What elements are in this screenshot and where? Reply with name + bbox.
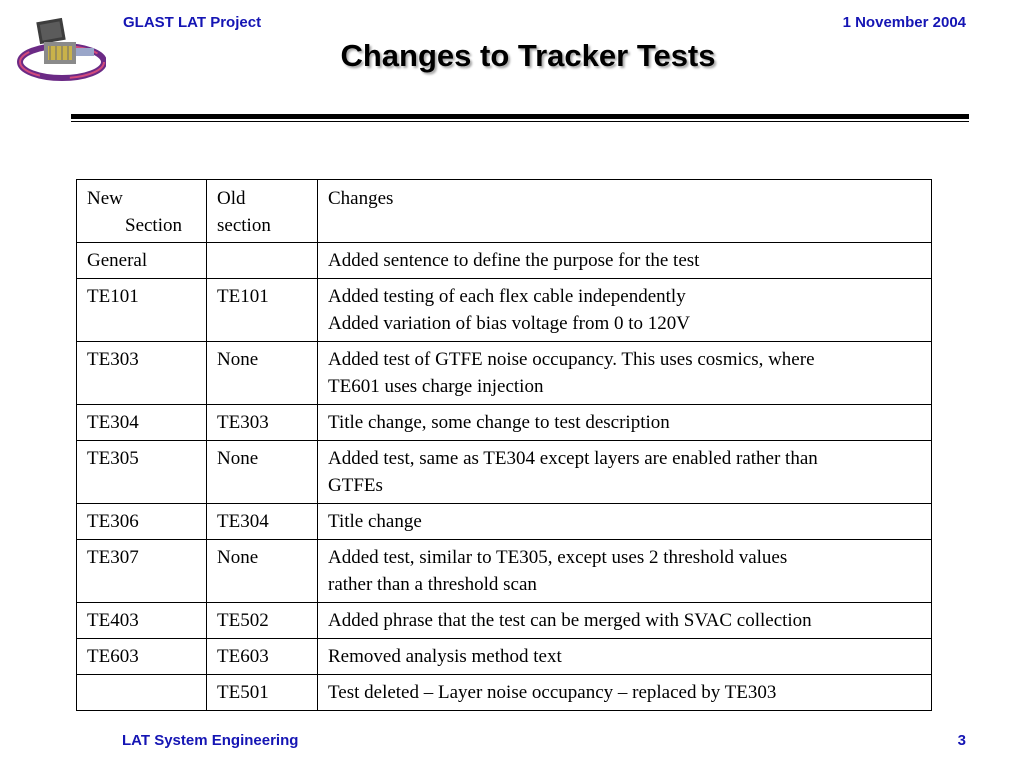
header-new-section xyxy=(77,180,207,243)
table-row xyxy=(77,504,932,540)
cell-new-section xyxy=(77,675,207,711)
cell-new-section: TE304 xyxy=(77,405,207,441)
table-row xyxy=(77,243,932,279)
table-row xyxy=(77,405,932,441)
cell-new-section: TE305 xyxy=(77,441,207,504)
cell-new-section: TE306 xyxy=(77,504,207,540)
changes-line: TE601 uses charge injection xyxy=(328,376,544,397)
footer-page-number: 3 xyxy=(957,732,966,749)
changes-line: Added test, same as TE304 except layers are enabled rather than xyxy=(328,448,818,469)
cell-changes xyxy=(318,504,932,540)
cell-old-section: TE502 xyxy=(207,603,318,639)
cell-changes xyxy=(318,405,932,441)
cell-new-section: TE101 xyxy=(77,279,207,342)
header-divider-thin xyxy=(71,121,969,122)
cell-new-section: General xyxy=(77,243,207,279)
cell-changes xyxy=(318,243,932,279)
table-row xyxy=(77,342,932,405)
cell-changes xyxy=(318,603,932,639)
cell-changes xyxy=(318,441,932,504)
header-old-section-line2: section xyxy=(217,215,271,236)
header-old-section-line1: Old xyxy=(217,188,246,209)
cell-old-section: None xyxy=(207,441,318,504)
changes-line: Added phrase that the test can be merged with SVAC collection xyxy=(328,610,812,631)
header-divider-thick xyxy=(71,114,969,119)
header-changes: Changes xyxy=(318,180,932,243)
table-row xyxy=(77,279,932,342)
cell-changes xyxy=(318,639,932,675)
cell-changes xyxy=(318,540,932,603)
header-new-section-line1: New xyxy=(87,188,123,209)
changes-line: rather than a threshold scan xyxy=(328,574,537,595)
table-row xyxy=(77,540,932,603)
presentation-date: 1 November 2004 xyxy=(842,14,966,31)
cell-old-section: TE501 xyxy=(207,675,318,711)
cell-changes xyxy=(318,279,932,342)
cell-new-section: TE307 xyxy=(77,540,207,603)
changes-line: Test deleted – Layer noise occupancy – replaced by TE303 xyxy=(328,682,777,703)
project-name: GLAST LAT Project xyxy=(123,14,262,31)
table-header-row xyxy=(77,180,932,243)
table-row xyxy=(77,603,932,639)
cell-old-section: TE101 xyxy=(207,279,318,342)
cell-changes xyxy=(318,675,932,711)
header-old-section xyxy=(207,180,318,243)
cell-old-section: None xyxy=(207,342,318,405)
header-new-section-line2: Section xyxy=(125,215,182,236)
cell-old-section: TE303 xyxy=(207,405,318,441)
changes-line: Added test of GTFE noise occupancy. This uses cosmics, where xyxy=(328,349,815,370)
table-row xyxy=(77,639,932,675)
changes-line: Title change, some change to test description xyxy=(328,412,670,433)
changes-line: Added sentence to define the purpose for the test xyxy=(328,250,700,271)
cell-old-section: None xyxy=(207,540,318,603)
table-row xyxy=(77,441,932,504)
changes-line: Added test, similar to TE305, except uses 2 threshold values xyxy=(328,547,788,568)
table-row xyxy=(77,675,932,711)
cell-old-section: TE304 xyxy=(207,504,318,540)
cell-new-section: TE603 xyxy=(77,639,207,675)
cell-new-section: TE303 xyxy=(77,342,207,405)
changes-line: GTFEs xyxy=(328,475,383,496)
cell-old-section xyxy=(207,243,318,279)
cell-new-section: TE403 xyxy=(77,603,207,639)
changes-line: Added variation of bias voltage from 0 to 120V xyxy=(328,313,690,334)
slide-title: Changes to Tracker Tests xyxy=(340,38,716,73)
cell-old-section: TE603 xyxy=(207,639,318,675)
changes-table xyxy=(76,179,932,711)
cell-changes xyxy=(318,342,932,405)
footer-organization: LAT System Engineering xyxy=(122,732,299,749)
changes-line: Removed analysis method text xyxy=(328,646,562,667)
changes-line: Title change xyxy=(328,511,422,532)
changes-line: Added testing of each flex cable independently xyxy=(328,286,686,307)
